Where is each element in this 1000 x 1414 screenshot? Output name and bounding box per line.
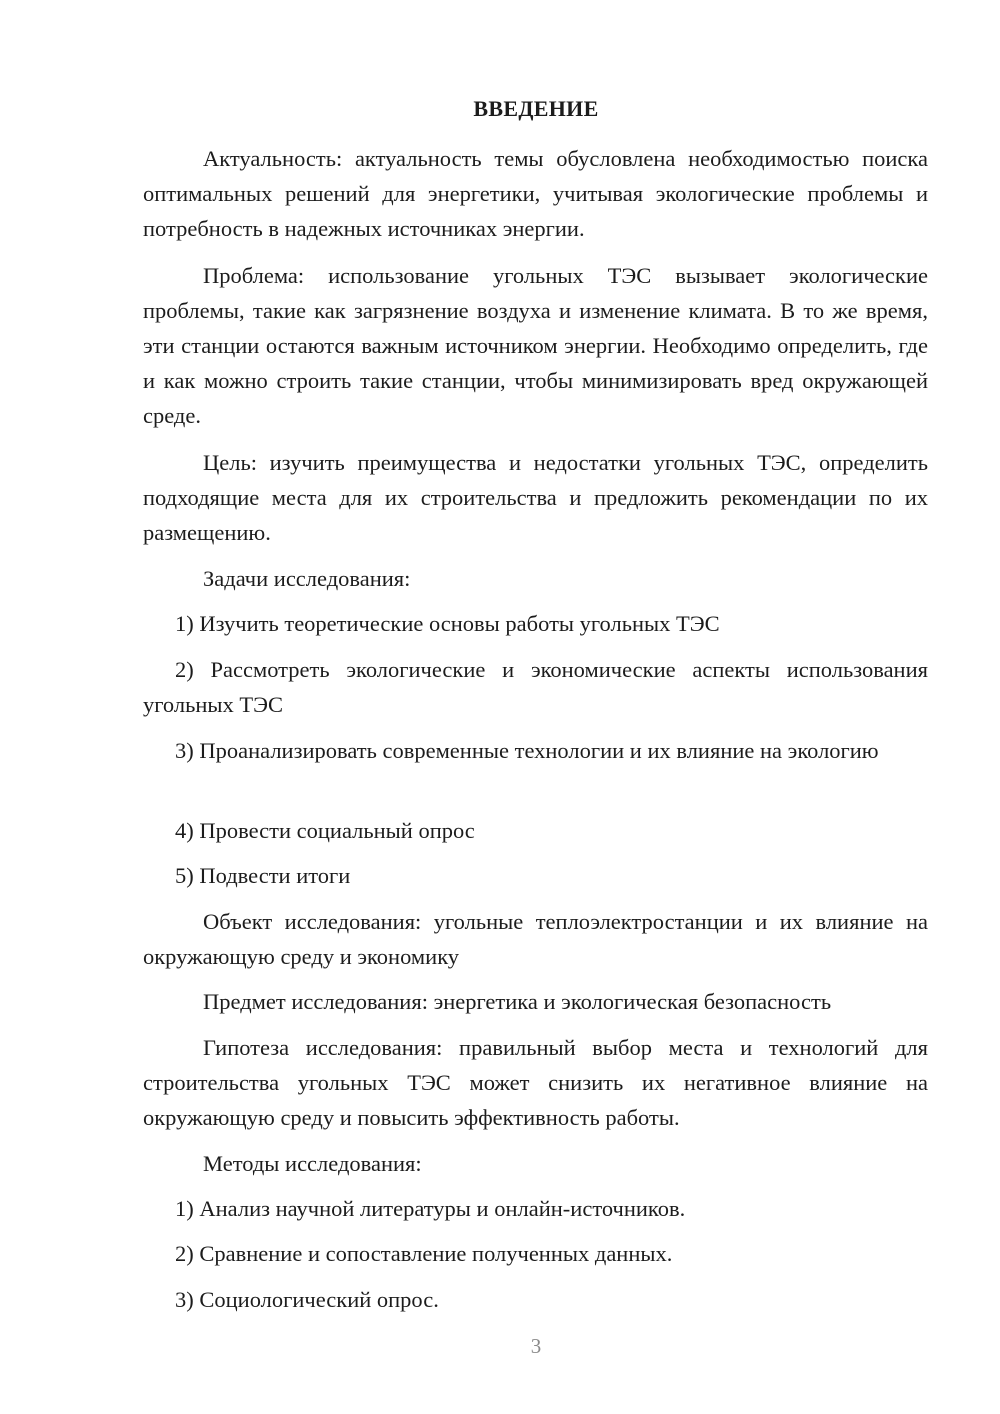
task-item-5: 5) Подвести итоги bbox=[175, 863, 351, 888]
methods-heading: Методы исследования: bbox=[203, 1151, 422, 1176]
paragraph-goal: Цель: изучить преимущества и недостатки угольных ТЭС, определить подходящие места для их строительства и предложить рекомендации по их размещению. bbox=[143, 450, 928, 545]
task-item-3: 3) Проанализировать современные технологии и их влияние на экологию bbox=[175, 738, 879, 763]
method-item-1: 1) Анализ научной литературы и онлайн-источников. bbox=[175, 1196, 686, 1221]
task-item-4: 4) Провести социальный опрос bbox=[175, 818, 475, 843]
page-title: ВВЕДЕНИЕ bbox=[473, 96, 599, 121]
task-item-1: 1) Изучить теоретические основы работы угольных ТЭС bbox=[175, 611, 720, 636]
task-item-2: 2) Рассмотреть экологические и экономические аспекты использования угольных ТЭС bbox=[143, 657, 928, 717]
page-number: 3 bbox=[530, 1334, 542, 1358]
paragraph-subject: Предмет исследования: энергетика и экологическая безопасность bbox=[203, 989, 832, 1014]
paragraph-problem: Проблема: использование угольных ТЭС вызывает экологические проблемы, такие как загрязнение воздуха и изменение климата. В то же время, эти станции остаются важным источником энергии. Необходимо определить, где и как можно строить такие станции, чтобы минимизировать вред окружающей среде. bbox=[143, 263, 928, 428]
paragraph-relevance: Актуальность: актуальность темы обусловлена необходимостью поиска оптимальных решений для энергетики, учитывая экологические проблемы и потребность в надежных источниках энергии. bbox=[143, 146, 928, 241]
tasks-heading: Задачи исследования: bbox=[203, 566, 411, 591]
method-item-3: 3) Социологический опрос. bbox=[175, 1287, 439, 1312]
method-item-2: 2) Сравнение и сопоставление полученных данных. bbox=[175, 1241, 673, 1266]
paragraph-object: Объект исследования: угольные теплоэлектростанции и их влияние на окружающую среду и экономику bbox=[143, 909, 928, 969]
paragraph-hypothesis: Гипотеза исследования: правильный выбор места и технологий для строительства угольных ТЭС может снизить их негативное влияние на окружающую среду и повысить эффективность работы. bbox=[143, 1035, 928, 1130]
